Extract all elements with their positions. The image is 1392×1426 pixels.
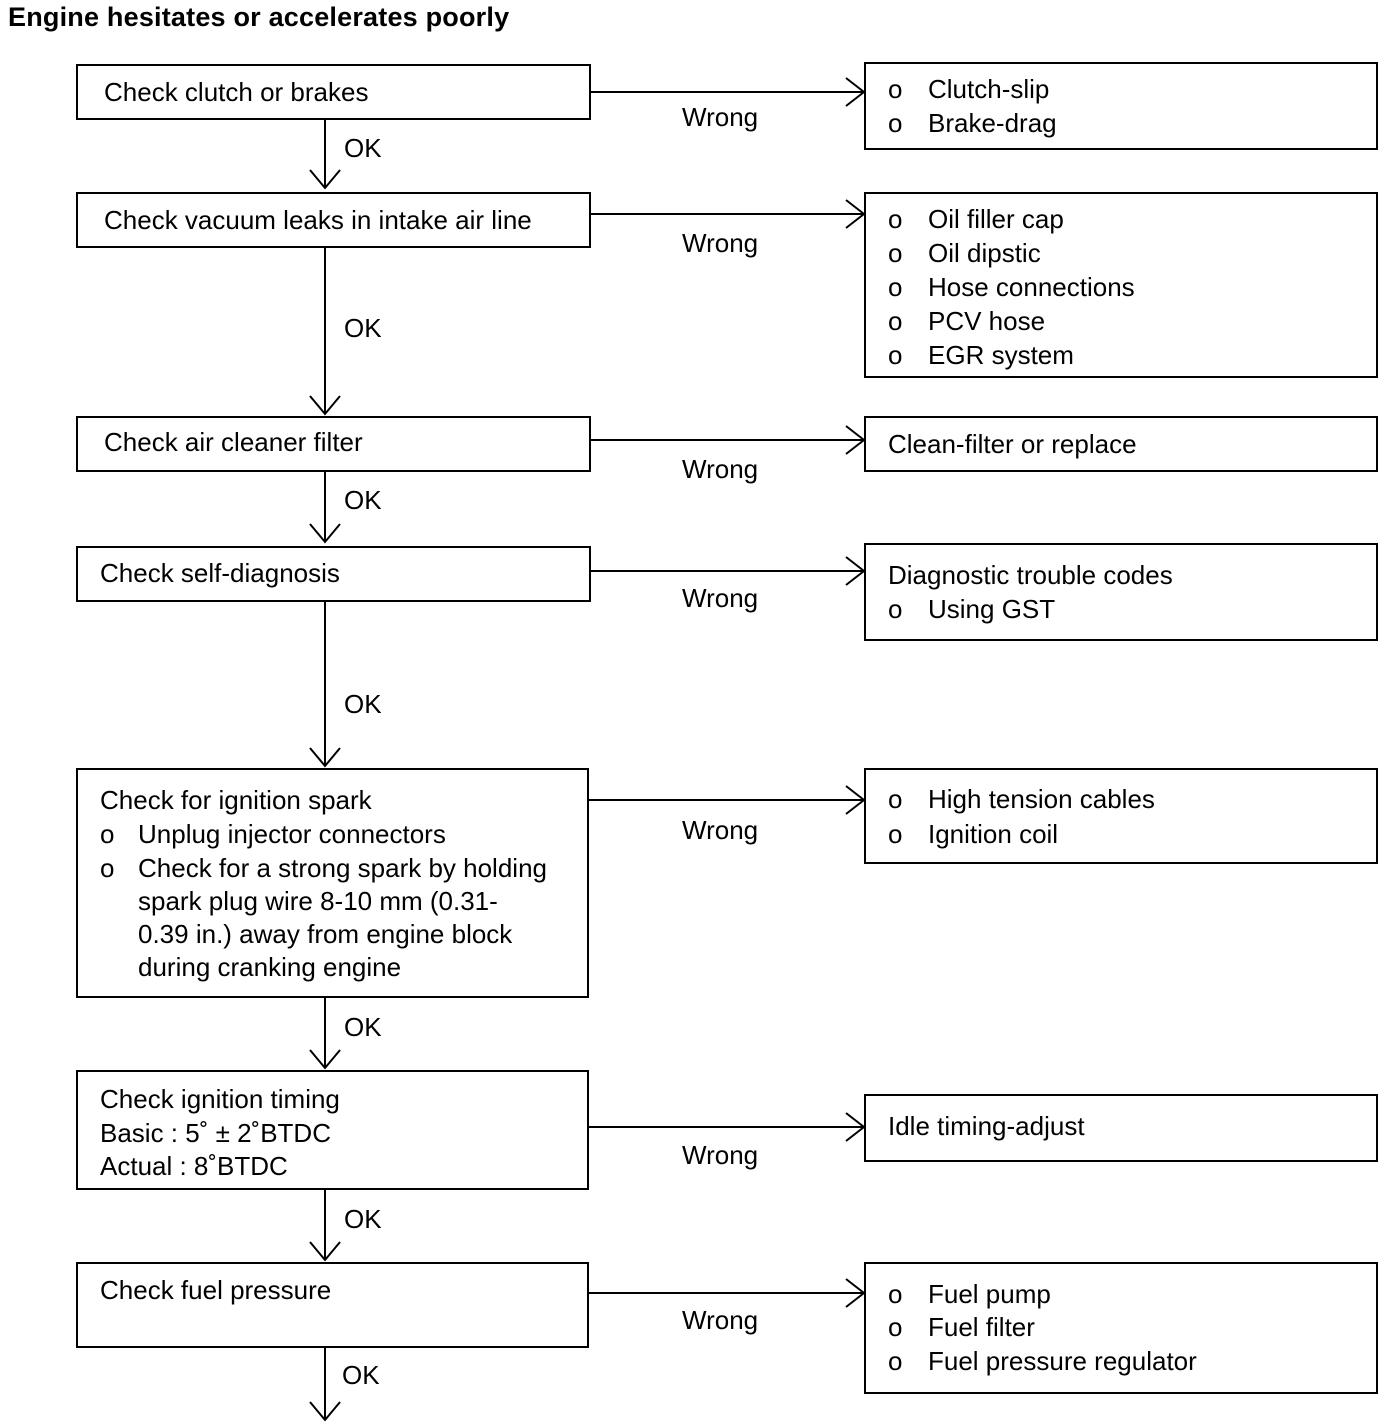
bullet-marker: o	[100, 819, 115, 849]
wrong-label: Wrong	[682, 454, 759, 484]
check-label: Check ignition timing	[100, 1084, 340, 1114]
result-item: Clutch-slip	[928, 74, 1050, 104]
check-label: Check vacuum leaks in intake air line	[104, 205, 532, 235]
check-detail: 0.39 in.) away from engine block	[138, 919, 513, 949]
check-label: Check clutch or brakes	[104, 77, 369, 107]
result-item: Brake-drag	[928, 108, 1057, 138]
bullet-marker: o	[888, 306, 903, 336]
wrong-label: Wrong	[682, 815, 759, 845]
ok-label: OK	[344, 1012, 382, 1042]
page-title: Engine hesitates or accelerates poorly	[8, 2, 510, 32]
result-item: Clean-filter or replace	[888, 429, 1137, 459]
result-item: Oil dipstic	[928, 238, 1041, 268]
result-item: Ignition coil	[928, 819, 1059, 849]
ok-label: OK	[344, 689, 382, 719]
wrong-label: Wrong	[682, 102, 759, 132]
bullet-marker: o	[888, 272, 903, 302]
check-label: Check self-diagnosis	[100, 558, 340, 588]
check-detail: spark plug wire 8-10 mm (0.31-	[138, 886, 498, 916]
result-item: Idle timing-adjust	[888, 1111, 1085, 1141]
ok-label: OK	[344, 1204, 382, 1234]
result-item: High tension cables	[928, 784, 1155, 814]
bullet-marker: o	[888, 238, 903, 268]
check-label: Check fuel pressure	[100, 1275, 332, 1305]
ok-label: OK	[344, 313, 382, 343]
check-detail: Actual : 8˚BTDC	[100, 1151, 288, 1181]
check-detail: during cranking engine	[138, 952, 402, 982]
ok-label: OK	[344, 133, 382, 163]
check-label: Check for ignition spark	[100, 785, 372, 815]
bullet-marker: o	[888, 784, 903, 814]
bullet-marker: o	[888, 204, 903, 234]
result-item: Hose connections	[928, 272, 1135, 302]
wrong-label: Wrong	[682, 1305, 759, 1335]
ok-label: OK	[342, 1360, 380, 1390]
bullet-marker: o	[100, 853, 115, 883]
result-item: EGR system	[928, 340, 1074, 370]
check-detail: Check for a strong spark by holding	[138, 853, 547, 883]
bullet-marker: o	[888, 108, 903, 138]
result-item: Diagnostic trouble codes	[888, 560, 1173, 590]
bullet-marker: o	[888, 819, 903, 849]
wrong-label: Wrong	[682, 1140, 759, 1170]
result-item: Fuel filter	[928, 1312, 1035, 1342]
bullet-marker: o	[888, 1312, 903, 1342]
check-label: Check air cleaner filter	[104, 427, 363, 457]
bullet-marker: o	[888, 1279, 903, 1309]
wrong-label: Wrong	[682, 228, 759, 258]
check-detail: Unplug injector connectors	[138, 819, 446, 849]
bullet-marker: o	[888, 74, 903, 104]
bullet-marker: o	[888, 594, 903, 624]
check-detail: Basic : 5˚ ± 2˚BTDC	[100, 1118, 331, 1148]
result-item: Fuel pump	[928, 1279, 1051, 1309]
result-item: PCV hose	[928, 306, 1046, 336]
bullet-marker: o	[888, 1346, 903, 1376]
bullet-marker: o	[888, 340, 903, 370]
result-item: Fuel pressure regulator	[928, 1346, 1197, 1376]
wrong-label: Wrong	[682, 583, 759, 613]
result-item: Using GST	[928, 594, 1056, 624]
ok-label: OK	[344, 485, 382, 515]
result-item: Oil filler cap	[928, 204, 1064, 234]
